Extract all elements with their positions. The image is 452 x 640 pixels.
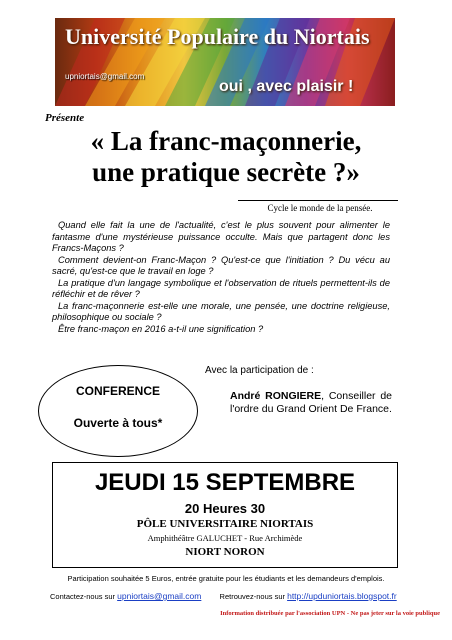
title-line-2: une pratique secrète ?» <box>92 157 360 187</box>
price-note: Participation souhaitée 5 Euros, entrée gratuite pour les étudiants et les demandeurs d'emplois. <box>67 574 385 583</box>
speaker-name: André RONGIERE <box>230 390 322 402</box>
contact-line <box>50 591 420 601</box>
conference-ellipse <box>38 365 198 457</box>
event-box <box>52 462 398 568</box>
event-address: Amphithéâtre GALUCHET - Rue Archimède <box>147 533 303 543</box>
footer-notice: Information distribuée par l'association UPN - Ne pas jeter sur la voie publique <box>220 610 440 617</box>
blog-contact-label: Retrouvez-nous sur <box>219 592 285 601</box>
event-venue: PÔLE UNIVERSITAIRE NIORTAIS <box>136 518 314 530</box>
presente-label: Présente <box>45 112 85 124</box>
banner-slogan: oui , avec plaisir ! <box>219 78 354 95</box>
blog-link[interactable]: http://upduniortais.blogspot.fr <box>287 591 397 601</box>
question-paragraph: La pratique d'un langage symbolique et l'observation de rituels permettent-ils de réfléchir et de rêver ? <box>52 277 390 299</box>
main-title <box>40 126 412 188</box>
conference-open: Ouverte à tous* <box>73 416 163 430</box>
banner-email: upniortais@gmail.com <box>65 72 145 81</box>
event-city: NIORT NORON <box>185 546 265 558</box>
participation-intro: Avec la participation de : <box>205 365 314 376</box>
header-banner <box>55 18 395 106</box>
event-date: JEUDI 15 SEPTEMBRE <box>94 469 356 496</box>
question-paragraph: La franc-maçonnerie est-elle une morale, une pensée, une doctrine religieuse, philosophique ou sociale ? <box>52 300 390 322</box>
questions-text <box>52 220 390 335</box>
question-paragraph: Quand elle fait la une de l'actualité, c'est le plus souvent pour alimenter le fantasme d'une mystérieuse puissance occulte. Mais que partagent donc les Francs-Maçons ? <box>52 220 390 253</box>
title-line-1: « La franc-maçonnerie, <box>90 126 362 156</box>
question-paragraph: Comment devient-on Franc-Maçon ? Qu'est-ce que l'initiation ? Du vécu au sacré, qu'est-ce que le travail en loge ? <box>52 254 390 276</box>
speaker-role: , Conseiller de l'ordre du Grand Orient De France. <box>230 390 392 415</box>
event-hour: 20 Heures 30 <box>184 501 266 516</box>
conference-label: CONFERENCE <box>75 384 160 398</box>
email-contact-label: Contactez-nous sur <box>50 592 116 601</box>
email-link[interactable]: upniortais@gmail.com <box>117 591 202 601</box>
banner-title: Université Populaire du Niortais <box>65 24 370 49</box>
cycle-divider <box>238 200 398 201</box>
question-paragraph: Être franc-maçon en 2016 a-t-il une signification ? <box>58 323 264 334</box>
cycle-label: Cycle le monde de la pensée. <box>267 203 373 213</box>
speaker-info <box>230 390 392 415</box>
